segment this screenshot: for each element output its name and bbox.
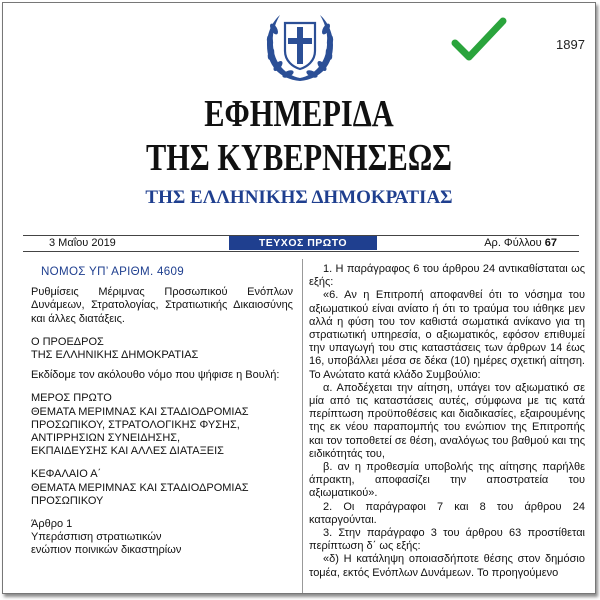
left-column	[31, 259, 293, 558]
signature-valid-checkmark-icon	[449, 15, 509, 65]
issue-series: ΤΕΥΧΟΣ ΠΡΩΤΟ	[229, 236, 377, 250]
masthead-line-2: ΤΗΣ ΚΥΒΕΡΝΗΣΕΩΣ	[145, 137, 453, 179]
paragraph-2: «6. Αν η Επιτροπή αποφανθεί ότι το νόσημα του αξιωματικού είναι ανίατο ή ότι το τραύμα του ιάθηκε μεν αλλά η φύση του τον καθιστά σωματικά ανίκανο για τη στρατιωτική υπηρεσία, ο αξιωματικός, εφόσον επιθυμεί την υπαγωγή του στις καταστάσεις των άρθρων 14 έως 16, υποβάλλει μέσα σε δέκα (10) ημέρες σχετική αίτηση. Το Ανώτατο κατά κλάδο Συμβούλιο:	[309, 289, 585, 381]
paragraph-1: 1. Η παράγραφος 6 του άρθρου 24 αντικαθίσταται ως εξής:	[309, 263, 585, 289]
digital-signature-stamp	[419, 11, 515, 69]
paragraph-4: β. αν η προθεσμία υποβολής της αίτησης παρήλθε άπρακτη, αποφασίζει την αποστρατεία του αξιωματικού».	[309, 461, 585, 500]
issue-sheet-label: Αρ. Φύλλου	[484, 237, 542, 249]
paragraph-5: 2. Οι παράγραφοι 7 και 8 του άρθρου 24 καταργούνται.	[309, 500, 585, 526]
chapter-heading-2: ΘΕΜΑΤΑ ΜΕΡΙΜΝΑΣ ΚΑΙ ΣΤΑΔΙΟΔΡΟΜΙΑΣ	[31, 481, 249, 494]
article-title-2: ενώπιον ποινικών δικαστηρίων	[31, 544, 182, 557]
issue-sheet-number: 67	[544, 237, 557, 249]
issue-bar	[23, 233, 579, 253]
gazette-page	[2, 2, 596, 594]
part-heading-1: ΜΕΡΟΣ ΠΡΩΤΟ	[31, 392, 112, 405]
column-divider	[302, 259, 303, 594]
right-column	[309, 259, 585, 580]
part-heading-3: ΠΡΟΣΩΠΙΚΟΥ, ΣΤΡΑΤΟΛΟΓΙΚΗΣ ΦΥΣΗΣ,	[31, 418, 240, 431]
president-line-1: Ο ΠΡΟΕΔΡΟΣ	[31, 335, 104, 348]
president-line-2: ΤΗΣ ΕΛΛΗΝΙΚΗΣ ΔΗΜΟΚΡΑΤΙΑΣ	[31, 349, 199, 362]
law-number: ΝΟΜΟΣ ΥΠ’ ΑΡΙΘΜ. 4609	[41, 265, 184, 278]
issue-bar-bottom-rule	[23, 251, 579, 252]
issue-sheet	[484, 237, 557, 249]
paragraph-3: α. Αποδέχεται την αίτηση, υπάγει τον αξιωματικό σε μία από τις καταστάσεις αυτές, σύμφωνα με τις κατά περίπτωση προϋποθέσεις και διαδικασίες, εξαιρουμένης της εκ νέου παραπομπής του ενώπιον της Επιτροπής και τον τοποθετεί σε θέση, αναλόγως του βαθμού και της ειδικότητάς του,	[309, 381, 585, 460]
part-heading-2: ΘΕΜΑΤΑ ΜΕΡΙΜΝΑΣ ΚΑΙ ΣΤΑΔΙΟΔΡΟΜΙΑΣ	[31, 405, 249, 418]
part-heading-4: ΑΝΤΙΡΡΗΣΙΩΝ ΣΥΝΕΙΔΗΣΗΣ,	[31, 432, 181, 445]
chapter-heading-3: ΠΡΟΣΩΠΙΚΟΥ	[31, 494, 104, 507]
article-title-1: Υπεράσπιση στρατιωτικών	[31, 531, 162, 544]
issue-date: 3 Μαΐου 2019	[49, 237, 116, 249]
greek-coat-of-arms-icon	[261, 7, 339, 85]
masthead-line-3: ΤΗΣ ΕΛΛΗΝΙΚΗΣ ΔΗΜΟΚΡΑΤΙΑΣ	[145, 187, 453, 208]
page-number: 1897	[556, 37, 585, 52]
paragraph-6: 3. Στην παράγραφο 3 του άρθρου 63 προστίθεται περίπτωση δ΄ ως εξής:	[309, 527, 585, 553]
paragraph-7: «δ) Η κατάληψη οποιασδήποτε θέσης στον δημόσιο τομέα, εκτός Ενόπλων Δυνάμεων. Το προηγούμενο	[309, 553, 585, 579]
part-heading-5: ΕΚΠΑΙΔΕΥΣΗΣ ΚΑΙ ΑΛΛΕΣ ΔΙΑΤΑΞΕΙΣ	[31, 445, 224, 458]
enactment-formula: Εκδίδομε τον ακόλουθο νόμο που ψήφισε η Βουλή:	[31, 369, 280, 382]
masthead-line-1: ΕΦΗΜΕΡΙΔΑ	[204, 93, 394, 135]
chapter-heading-1: ΚΕΦΑΛΑΙΟ Α΄	[31, 468, 102, 481]
law-title: Ρυθμίσεις Μέριμνας Προσωπικού Ενόπλων Δυνάμεων, Στρατολογίας, Στρατιωτικής Δικαιοσύνης και άλλες διατάξεις.	[31, 286, 293, 325]
article-heading: Άρθρο 1	[31, 518, 73, 531]
